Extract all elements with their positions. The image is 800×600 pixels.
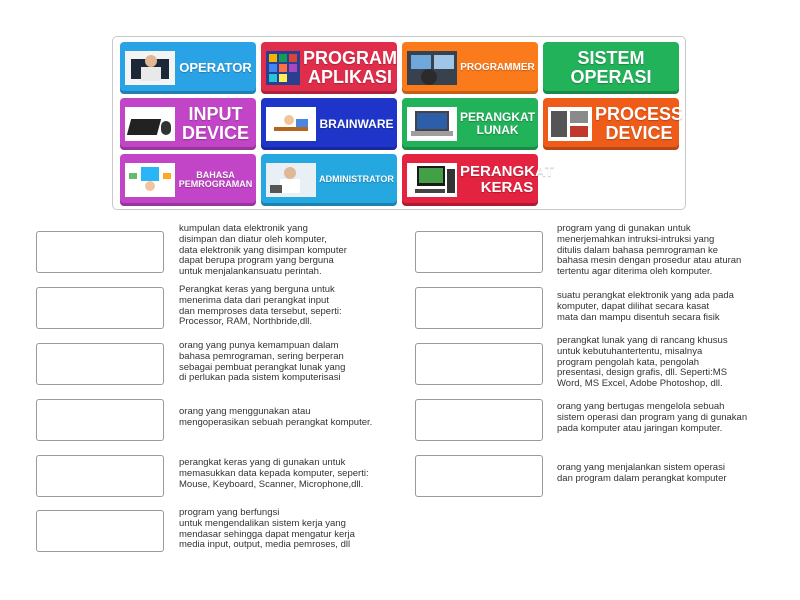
clue-text-5: perangkat keras yang di gunakan untuk memasukkan data kepada komputer, seperti: Mouse, Keyboard, Scanner, Microphone,dll. (179, 457, 369, 490)
tile-perangkat-lunak[interactable] (402, 98, 538, 150)
drop-slot-1[interactable] (36, 231, 164, 273)
tile-brainware[interactable] (261, 98, 397, 150)
drop-slot-8[interactable] (415, 287, 543, 329)
answer-bank (112, 36, 686, 210)
tile-label: PROGRAM APLIKASI (303, 48, 397, 87)
tile-administrator[interactable] (261, 154, 397, 206)
app-icons-image (266, 51, 300, 85)
clue-text-6: program yang berfungsi untuk mengendalikan sistem kerja yang mendasar sehingga dapat mengatur kerja media input, output, media pemroses, dll (179, 507, 355, 551)
tile-process-device[interactable] (543, 98, 684, 150)
tile-label: OPERATOR (179, 60, 252, 76)
clue-text-4: orang yang menggunakan atau mengoperasikan sebuah perangkat komputer. (179, 406, 373, 428)
drop-slot-10[interactable] (415, 399, 543, 441)
tile-label: PROGRAMMER (460, 61, 535, 73)
tile-label: INPUT DEVICE (181, 104, 250, 143)
drop-slot-4[interactable] (36, 399, 164, 441)
drop-slot-5[interactable] (36, 455, 164, 497)
clue-text-11: orang yang menjalankan sistem operasi dan program dalam perangkat komputer (557, 462, 727, 484)
drop-slot-7[interactable] (415, 231, 543, 273)
drop-slot-3[interactable] (36, 343, 164, 385)
clue-text-7: program yang di gunakan untuk menerjemahkan intruksi-intruksi yang ditulis dalam bahasa pemrograman ke bahasa mesin dengan prosedur atau aturan tertentu agar diterima oleh komputer. (557, 223, 742, 278)
hardware-parts-image (548, 107, 592, 141)
tile-label: PROCESS DEVICE (595, 104, 684, 143)
drop-slot-9[interactable] (415, 343, 543, 385)
tile-input-device[interactable] (120, 98, 256, 150)
drop-slot-11[interactable] (415, 455, 543, 497)
laptop-image (407, 107, 457, 141)
clue-text-9: perangkat lunak yang di rancang khusus untuk kebutuhantertentu, misalnya program pengolah kata, pengolah presentasi, design grafis, dll. Seperti:MS Word, MS Excel, Adobe Photoshop, dll. (557, 335, 728, 390)
tile-programmer[interactable] (402, 42, 538, 94)
clue-text-2: Perangkat keras yang berguna untuk menerima data dari perangkat input dan memproses data tersebut, seperti: Processor, RAM, Northbride,dll. (179, 284, 342, 328)
tile-label: PERANGKAT KERAS (460, 163, 554, 196)
tile-bahasa-pemrograman[interactable] (120, 154, 256, 206)
programmer-image (407, 51, 457, 85)
clue-text-10: orang yang bertugas mengelola sebuah sistem operasi dan program yang di gunakan pada komputer atau jaringan komputer. (557, 401, 748, 434)
brainware-image (266, 107, 316, 141)
tile-label: PERANGKAT LUNAK (460, 110, 536, 137)
clue-text-3: orang yang punya kemampuan dalam bahasa pemrograman, sering berperan sebagai pembuat perangkat lunak yang di perlukan pada sistem komputerisasi (179, 340, 346, 384)
drop-slot-6[interactable] (36, 510, 164, 552)
coding-image (125, 163, 175, 197)
tile-perangkat-keras[interactable] (402, 154, 554, 206)
desktop-computer-image (407, 163, 457, 197)
tile-label: SISTEM OPERASI (570, 48, 652, 87)
operator-image (125, 51, 175, 85)
administrator-image (266, 163, 316, 197)
tile-program-aplikasi[interactable] (261, 42, 397, 94)
tile-label: BAHASA PEMROGRAMAN (178, 169, 253, 189)
keyboard-mouse-image (125, 107, 175, 141)
tile-label: ADMINISTRATOR (319, 174, 394, 185)
drop-slot-2[interactable] (36, 287, 164, 329)
tile-label: BRAINWARE (319, 116, 394, 131)
tile-operator[interactable] (120, 42, 256, 94)
clue-text-8: suatu perangkat elektronik yang ada pada komputer, dapat dilihat secara kasat mata dan mampu disentuh secara fisik (557, 290, 734, 323)
tile-sistem-operasi[interactable] (543, 42, 679, 94)
clue-text-1: kumpulan data elektronik yang disimpan dan diatur oleh komputer, data elektronik yang disimpan komputer dapat berupa program yang berguna untuk menjalankansuatu perintah. (179, 223, 347, 278)
